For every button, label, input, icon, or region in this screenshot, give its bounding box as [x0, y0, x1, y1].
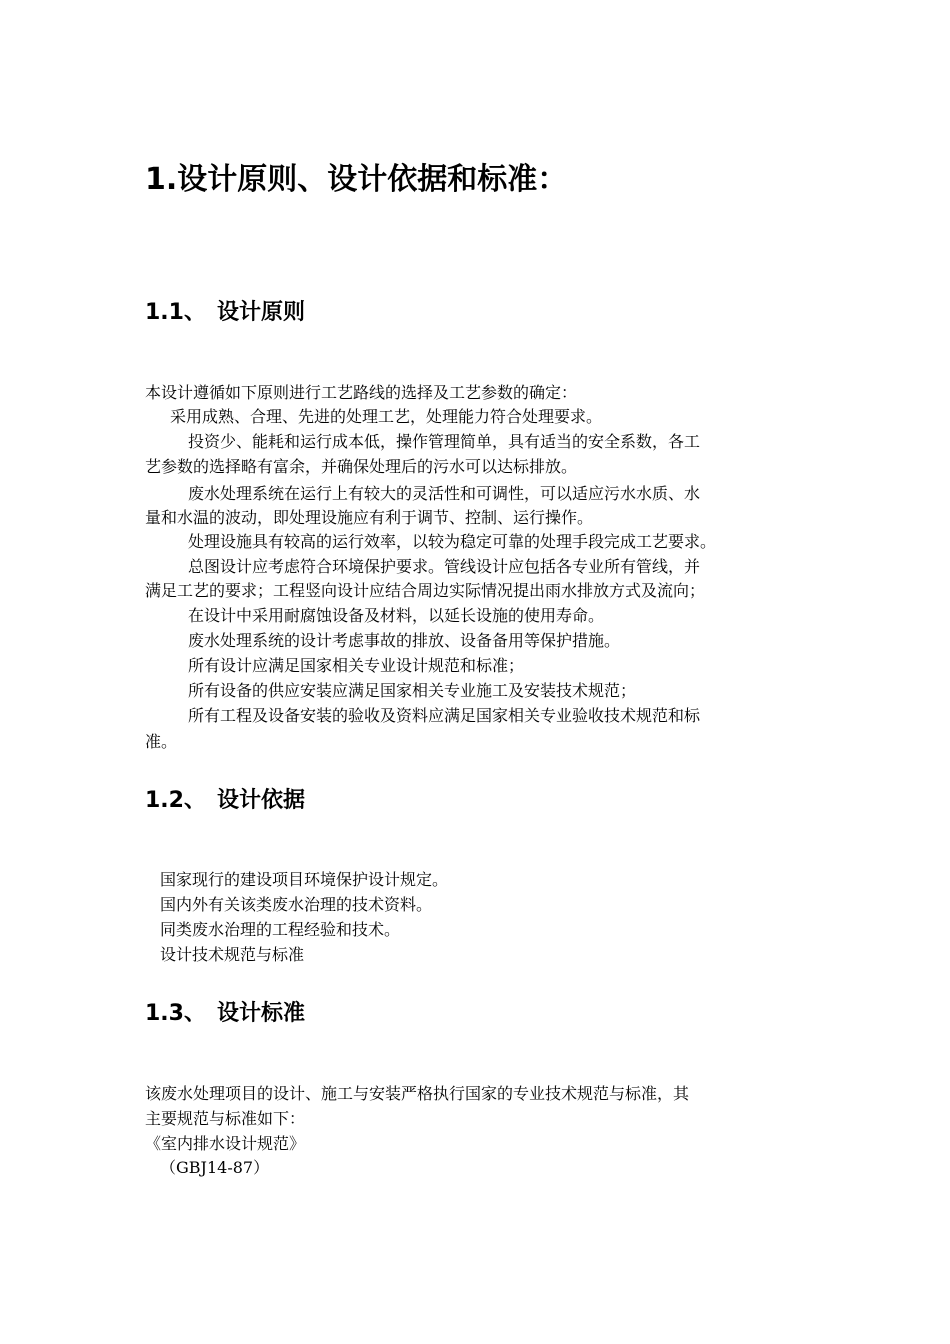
paragraph-line: 采用成熟、合理、先进的处理工艺，处理能力符合处理要求。 [170, 407, 603, 426]
paragraph-line: 所有设计应满足国家相关专业设计规范和标准； [188, 656, 525, 675]
list-item: 设计技术规范与标准 [160, 945, 305, 964]
paragraph-line: 废水处理系统的设计考虑事故的排放、设备备用等保护措施。 [188, 631, 621, 650]
paragraph-line: 主要规范与标准如下： [145, 1109, 306, 1128]
section-heading-design-principles [145, 298, 305, 328]
paragraph-line: 总图设计应考虑符合环境保护要求。管线设计应包括各专业所有管线，并 [188, 557, 701, 576]
section-heading-design-basis [145, 786, 305, 816]
list-item: 国内外有关该类废水治理的技术资料。 [160, 895, 433, 914]
section-number: 1.2、 [145, 788, 206, 813]
paragraph-line: 所有设备的供应安装应满足国家相关专业施工及安装技术规范； [188, 681, 637, 700]
paragraph-line: 该废水处理项目的设计、施工与安装严格执行国家的专业技术规范与标准，其 [145, 1084, 690, 1103]
paragraph-line: 在设计中采用耐腐蚀设备及材料，以延长设施的使用寿命。 [188, 606, 605, 625]
standard-name: 《室内排水设计规范》 [145, 1134, 306, 1153]
list-item: 国家现行的建设项目环境保护设计规定。 [160, 870, 449, 889]
section-title: 设计依据 [217, 788, 306, 813]
document-title: 1.设计原则、设计依据和标准： [145, 162, 568, 197]
paragraph-line: 废水处理系统在运行上有较大的灵活性和可调性，可以适应污水水质、水 [188, 484, 701, 503]
paragraph-line: 满足工艺的要求；工程竖向设计应结合周边实际情况提出雨水排放方式及流向； [145, 581, 706, 600]
paragraph-line: 准。 [145, 732, 178, 751]
section-number: 1.3、 [145, 1001, 206, 1026]
paragraph-line: 所有工程及设备安装的验收及资料应满足国家相关专业验收技术规范和标 [188, 706, 701, 725]
section-heading-design-standards [145, 999, 305, 1029]
section-title: 设计标准 [217, 1001, 306, 1026]
section-number: 1.1、 [145, 300, 206, 325]
standard-code: （GBJ14-87） [160, 1158, 270, 1177]
paragraph-line: 投资少、能耗和运行成本低，操作管理简单，具有适当的安全系数，各工 [188, 432, 701, 451]
list-item: 同类废水治理的工程经验和技术。 [160, 920, 401, 939]
paragraph-line: 量和水温的波动，即处理设施应有利于调节、控制、运行操作。 [145, 508, 594, 527]
paragraph-line: 处理设施具有较高的运行效率，以较为稳定可靠的处理手段完成工艺要求。 [188, 532, 717, 551]
paragraph-line: 本设计遵循如下原则进行工艺路线的选择及工艺参数的确定： [145, 383, 578, 402]
section-title: 设计原则 [217, 300, 306, 325]
paragraph-line: 艺参数的选择略有富余，并确保处理后的污水可以达标排放。 [145, 457, 578, 476]
